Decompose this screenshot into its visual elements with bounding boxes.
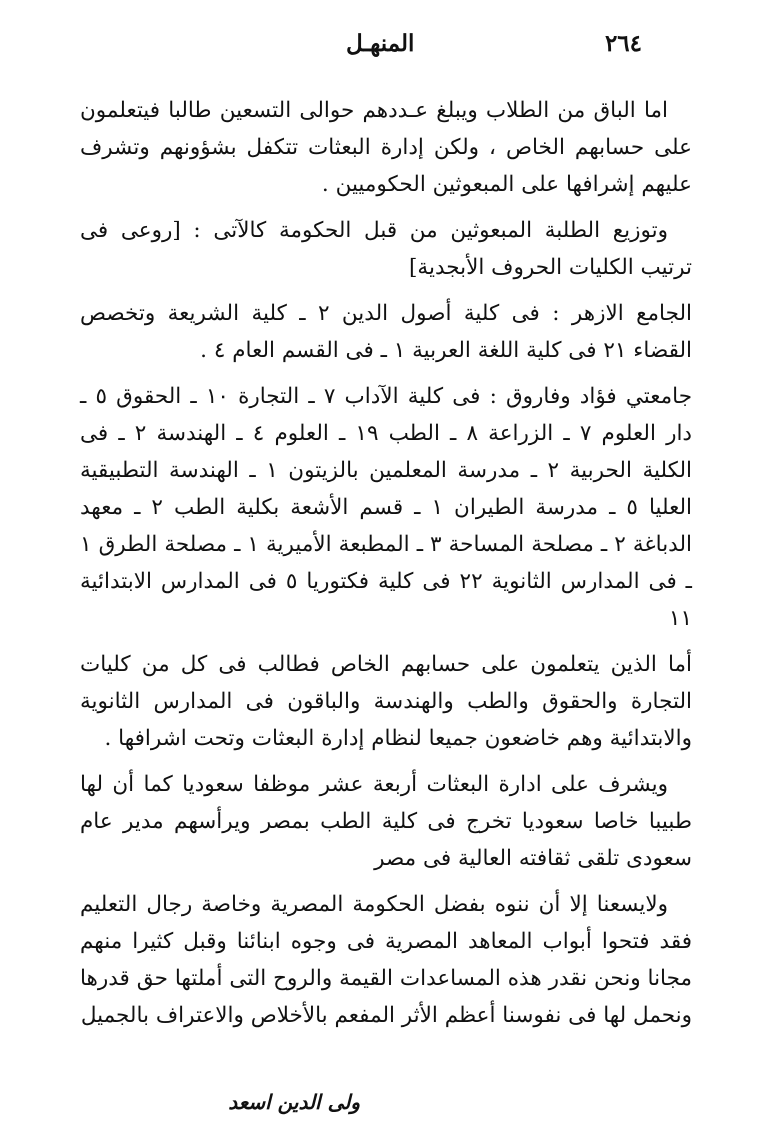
running-title: المنهـل: [346, 30, 415, 57]
page-number: ٢٦٤: [604, 30, 642, 57]
paragraph-mission-staff: ويشرف على ادارة البعثات أربعة عشر موظفا سعوديا كما أن لها طبيبا خاصا سعوديا تخرج فى كلية الطب بمصر ويرأسهم مدير عام سعودى تلقى ثقافته العالية فى مصر: [80, 772, 692, 871]
page-header: [0, 24, 780, 64]
paragraph-fouad-farouk-universities: جامعتي فؤاد وفاروق : فى كلية الآداب ٧ ـ التجارة ١٠ ـ الحقوق ٥ ـ دار العلوم ٧ ـ الزراعة ٨ ـ الطب ١٩ ـ العلوم ٤ ـ الهندسة ٢ ـ فى الكلية الحربية ٢ ـ مدرسة المعلمين بالزيتون ١ ـ الهندسة التطبيقية العليا ٥ ـ مدرسة الطيران ١ ـ قسم الأشعة بكلية الطب ٢ ـ معهد الدباغة ٢ ـ مصلحة المساحة ٣ ـ المطبعة الأميرية ١ ـ مصلحة الطرق ١ ـ فى المدارس الثانوية ٢٢ فى كلية فكتوريا ٥ فى المدارس الابتدائية ١١: [80, 384, 693, 631]
paragraph-private-students: أما الذين يتعلمون على حسابهم الخاص فطالب فى كل من كليات التجارة والحقوق والطب والهندسة والباقون فى المدارس الثانوية والابتدائية وهم خاضعون جميعا لنظام إدارة البعثات وتحت اشرافها .: [80, 652, 692, 751]
article-body: [80, 92, 692, 1043]
paragraph-acknowledgement: ولايسعنا إلا أن ننوه بفضل الحكومة المصرية وخاصة رجال التعليم فقد فتحوا أبواب المعاهد المصرية فى وجوه ابنائنا وقبل كثيرا منهم مجانا ونحن نقدر هذه المساعدات القيمة والروح التى أملتها حق قدرها ونحمل لها فى نفوسنا أعظم الأثر المفعم بالأخلاص والاعتراف بالجميل: [80, 892, 692, 1028]
paragraph-azhar: الجامع الازهر : فى كلية أصول الدين ٢ ـ كلية الشريعة وتخصص القضاء ٢١ فى كلية اللغة العربية ١ ـ فى القسم العام ٤ .: [80, 301, 693, 363]
paragraph-distribution-intro: وتوزيع الطلبة المبعوثين من قبل الحكومة كالآتى : [روعى فى ترتيب الكليات الحروف الأبجدية]: [80, 218, 692, 280]
signature-text: ولى الدين اسعد: [228, 1090, 360, 1114]
paragraph-remaining-students: اما الباق من الطلاب ويبلغ عـددهم حوالى التسعين طالبا فيتعلمون على حسابهم الخاص ، ولكن إدارة البعثات تتكفل بشؤونهم وتشرف عليهم إشرافها على المبعوثين الحكوميين .: [80, 98, 692, 197]
